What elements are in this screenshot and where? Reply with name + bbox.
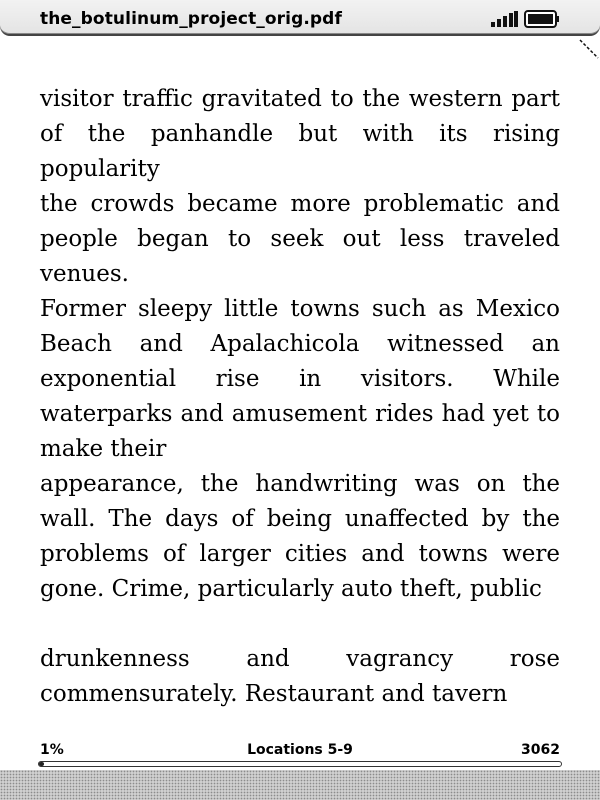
bottom-bezel — [0, 770, 600, 800]
read-percent: 1% — [40, 742, 64, 758]
page-corner-icon[interactable] — [578, 38, 600, 60]
reading-page — [40, 82, 560, 712]
paragraph-gap — [40, 607, 560, 642]
reading-progress-bar[interactable] — [38, 761, 562, 767]
document-title[interactable]: the_botulinum_project_orig.pdf — [40, 9, 342, 29]
signal-strength-icon — [490, 11, 518, 27]
paragraph: Former sleepy little towns such as Mexico Beach and Apalachicola witnessed an exponential rise in visitors. While waterparks and amusement rides had yet to make their — [40, 296, 560, 462]
paragraph: drunkenness and vagrancy rose commensurately. Restaurant and tavern — [40, 646, 560, 707]
title-bar — [0, 0, 600, 40]
location-range: Locations 5-9 — [247, 742, 353, 758]
battery-icon — [524, 10, 560, 28]
paragraph: the crowds became more problematic and people began to seek out less traveled venues. — [40, 191, 560, 287]
total-locations: 3062 — [521, 742, 560, 758]
paragraph: appearance, the handwriting was on the wall. The days of being unaffected by the problems of larger cities and towns were gone. Crime, particularly auto theft, public — [40, 471, 560, 602]
reading-progress-fill — [39, 762, 44, 766]
paragraph: visitor traffic gravitated to the western part of the panhandle but with its rising popularity — [40, 86, 560, 182]
